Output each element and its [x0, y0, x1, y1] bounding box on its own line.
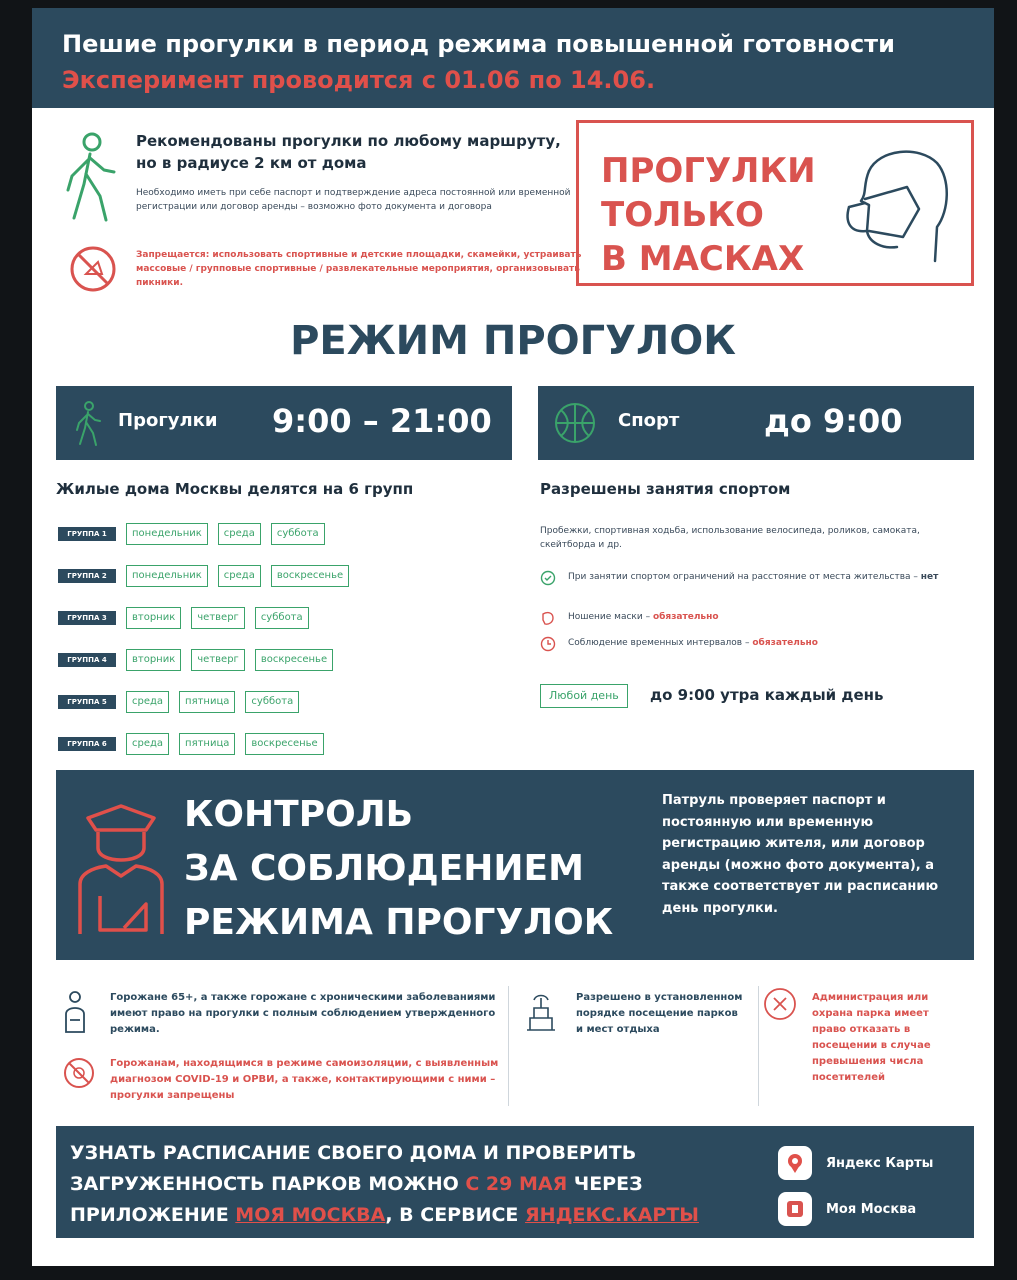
mask-box — [576, 120, 974, 286]
footer-banner — [56, 1126, 974, 1238]
group-day: суббота — [245, 691, 299, 713]
group-row — [58, 732, 324, 756]
walker-icon — [74, 400, 104, 448]
note-isolation: Горожанам, находящимся в режиме самоизоляции, с выявленным диагнозом COVID-19 и ОРВИ, а также, контактирующими с ними – прогулки запрещены — [110, 1058, 499, 1101]
sport-bar — [538, 386, 974, 460]
app-yandex-maps[interactable] — [778, 1146, 933, 1180]
group-day: суббота — [271, 523, 325, 545]
group-tag: ГРУППА 1 — [58, 527, 116, 541]
app-yandex-maps-label: Яндекс Карты — [826, 1155, 934, 1171]
note-refuse: Администрация или охрана парка имеет право отказать в посещении в случае превышения числа посетителей — [812, 992, 931, 1083]
face-mask-icon — [839, 141, 959, 271]
group-day: четверг — [191, 649, 245, 671]
group-day: вторник — [126, 607, 181, 629]
group-day: понедельник — [126, 523, 208, 545]
group-day: среда — [218, 523, 261, 545]
group-row — [58, 564, 349, 588]
group-day: воскресенье — [245, 733, 323, 755]
yandex-maps-logo-icon — [778, 1146, 812, 1180]
rule-distance — [540, 570, 960, 586]
control-line-3: РЕЖИМА ПРОГУЛОК — [184, 902, 614, 943]
note-parks: Разрешено в установленном порядке посещение парков и мест отдыха — [576, 992, 743, 1035]
control-description: Патруль проверяет паспорт и постоянную или временную регистрацию жителя, или договор аренды (можно фото документа), а также соответствует ли расписанию день прогулки. — [662, 793, 939, 916]
note-elderly: Горожане 65+, а также горожане с хроническими заболеваниями имеют право на прогулки с полным соблюдением утвержденного режима. — [110, 992, 496, 1035]
mask-line-3: В МАСКАХ — [601, 239, 805, 279]
moya-moskva-logo-icon — [778, 1192, 812, 1226]
basketball-icon — [552, 400, 598, 446]
group-day: суббота — [255, 607, 309, 629]
no-picnic-icon — [68, 244, 118, 294]
group-day: воскресенье — [255, 649, 333, 671]
group-row — [58, 606, 309, 630]
walker-icon — [62, 130, 122, 226]
sport-section-title: Разрешены занятия спортом — [540, 480, 791, 498]
rule-mask-text: Ношение маски – — [568, 612, 651, 622]
group-day: воскресенье — [271, 565, 349, 587]
police-officer-icon — [76, 800, 166, 940]
elderly-person-icon — [62, 990, 88, 1034]
group-day: пятница — [179, 733, 235, 755]
header-banner — [32, 8, 994, 108]
park-fountain-icon — [524, 992, 558, 1032]
group-tag: ГРУППА 4 — [58, 653, 116, 667]
rule-interval-value: обязательно — [752, 638, 818, 648]
control-title — [184, 788, 613, 950]
walks-label: Прогулки — [118, 410, 218, 431]
footer-line-1: УЗНАТЬ РАСПИСАНИЕ СВОЕГО ДОМА И ПРОВЕРИТЬ — [70, 1142, 637, 1164]
rule-distance-text: При занятии спортом ограничений на расстояние от места жительства – — [568, 572, 918, 582]
group-day: понедельник — [126, 565, 208, 587]
group-row — [58, 648, 333, 672]
sport-time: до 9:00 — [764, 402, 903, 440]
walks-time: 9:00 – 21:00 — [272, 402, 492, 440]
mask-text — [601, 149, 816, 281]
recommend-title: Рекомендованы прогулки по любому маршруту, но в радиусе 2 км от дома — [136, 132, 561, 172]
ban-text: Запрещается: использовать спортивные и детские площадки, скамейки, устраивать массовые / групповые спортивные / развлекательные мероприятия, организовывать пикники. — [136, 250, 582, 288]
clock-icon — [540, 636, 556, 652]
sport-label: Спорт — [618, 410, 680, 431]
group-row — [58, 522, 325, 546]
no-virus-icon — [62, 1056, 96, 1090]
control-line-1: КОНТРОЛЬ — [184, 794, 414, 835]
rule-distance-value: нет — [920, 572, 939, 582]
mask-icon — [540, 610, 556, 626]
group-tag: ГРУППА 2 — [58, 569, 116, 583]
footer-line-2: ЗАГРУЖЕННОСТЬ ПАРКОВ МОЖНО С 29 МАЯ ЧЕРЕЗ — [70, 1173, 643, 1195]
rule-mask-value: обязательно — [652, 612, 719, 622]
close-circle-icon — [762, 986, 798, 1022]
moya-moskva-link[interactable]: МОЯ МОСКВА — [235, 1204, 386, 1226]
check-icon — [540, 570, 556, 586]
control-banner — [56, 770, 974, 960]
mask-line-2: ТОЛЬКО — [601, 195, 764, 235]
group-day: среда — [126, 733, 169, 755]
group-day: пятница — [179, 691, 235, 713]
control-line-2: ЗА СОБЛЮДЕНИЕМ — [184, 848, 584, 889]
any-day-tag: Любой день — [540, 684, 628, 708]
yandex-maps-link[interactable]: ЯНДЕКС.КАРТЫ — [525, 1204, 699, 1226]
group-tag: ГРУППА 3 — [58, 611, 116, 625]
group-day: среда — [218, 565, 261, 587]
group-day: четверг — [191, 607, 245, 629]
header-subtitle: Эксперимент проводится с 01.06 по 14.06. — [62, 66, 656, 94]
group-day: среда — [126, 691, 169, 713]
rule-interval — [540, 636, 960, 652]
divider — [508, 986, 509, 1106]
walks-bar — [56, 386, 512, 460]
rule-interval-text: Соблюдение временных интервалов – — [568, 638, 750, 648]
recommend-body: Необходимо иметь при себе паспорт и подтверждение адреса постоянной или временной регистрации или договор аренды – возможно фото документа и договора — [136, 188, 571, 212]
group-tag: ГРУППА 6 — [58, 737, 116, 751]
app-moya-moskva-label: Моя Москва — [826, 1201, 917, 1217]
footer-line-3: ПРИЛОЖЕНИЕ МОЯ МОСКВА, В СЕРВИСЕ ЯНДЕКС.КАРТЫ — [70, 1204, 699, 1226]
rule-mask — [540, 610, 960, 626]
divider — [758, 986, 759, 1106]
group-day: вторник — [126, 649, 181, 671]
group-tag: ГРУППА 5 — [58, 695, 116, 709]
sport-desc: Пробежки, спортивная ходьба, использование велосипеда, роликов, самоката, скейтборда и др. — [540, 526, 920, 550]
footer-text — [70, 1138, 699, 1231]
app-moya-moskva[interactable] — [778, 1192, 916, 1226]
poster — [32, 8, 994, 1266]
mask-line-1: ПРОГУЛКИ — [601, 151, 816, 191]
groups-title: Жилые дома Москвы делятся на 6 групп — [56, 480, 414, 498]
header-title: Пешие прогулки в период режима повышенной готовности — [62, 30, 895, 58]
regime-title: РЕЖИМ ПРОГУЛОК — [290, 318, 736, 364]
group-row — [58, 690, 299, 714]
any-day-text: до 9:00 утра каждый день — [650, 686, 884, 704]
